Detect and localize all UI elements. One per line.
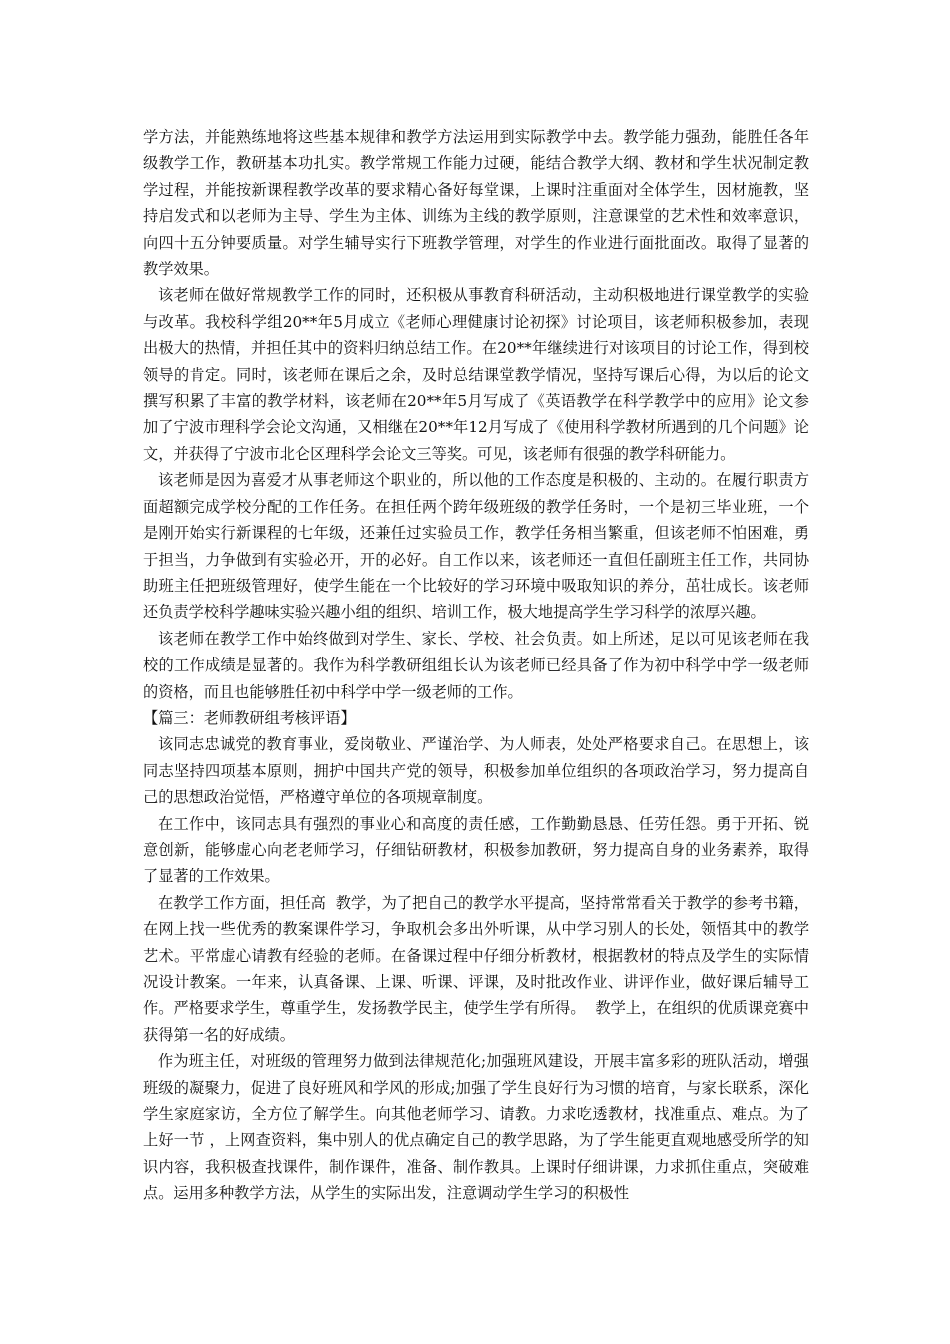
paragraph-work-attitude: 该老师是因为喜爱才从事老师这个职业的，所以他的工作态度是积极的、主动的。在履行职责方面超额完成学校分配的工作任务。在担任两个跨年级班级的教学任务时，一个是初三毕业班，一个是刚开始实行新课程的七年级，还兼任过实验员工作，教学任务相当繁重，但该老师不怕困难，勇于担当，力争做到有实验必开，开的必好。自工作以来，该老师还一直但任副班主任工作，共同协助班主任把班级管理好，使学生能在一个比较好的学习环境中吸取知识的养分，茁壮成长。该老师还负责学校科学趣味实验兴趣小组的组织、培训工作，极大地提高学生学习科学的浓厚兴趣。	[143, 471, 809, 622]
paragraph-conclusion: 该老师在教学工作中始终做到对学生、家长、学校、社会负责。如上所述，足以可见该老师在我校的工作成绩是显著的。我作为科学教研组组长认为该老师已经具备了作为初中科学中学一级老师的资格，而且也能够胜任初中科学中学一级老师的工作。	[143, 629, 809, 701]
document-page	[143, 124, 809, 1207]
paragraph-work-responsibility: 在工作中，该同志具有强烈的事业心和高度的责任感，工作勤勤恳恳、任劳任怨。勇于开拓、锐意创新，能够虚心向老老师学习，仔细钻研教材，积极参加教研，努力提高自身的业务素养，取得了显著的工作效果。	[143, 814, 809, 886]
paragraph-research: 该老师在做好常规教学工作的同时，还积极从事教育科研活动，主动积极地进行课堂教学的实验与改革。我校科学组20**年5月成立《老师心理健康讨论初探》讨论项目，该老师积极参加，表现出极大的热情，并担任其中的资料归纳总结工作。在20**年继续进行对该项目的讨论工作，得到校领导的肯定。同时，该老师在课后之余，及时总结课堂教学情况，坚持写课后心得，为以后的论文撰写积累了丰富的教学材料，该老师在20**年5月写成了《英语教学在科学教学中的应用》论文参加了宁波市理科学会论文沟通，又相继在20**年12月写成了《使用科学教材所遇到的几个问题》论文，并获得了宁波市北仑区理科学会论文三等奖。可见，该老师有很强的教学科研能力。	[143, 286, 809, 463]
section-heading: 【篇三：老师教研组考核评语】	[143, 708, 356, 727]
paragraph-class-teacher: 作为班主任，对班级的管理努力做到法律规范化;加强班风建设，开展丰富多彩的班队活动，增强班级的凝聚力，促进了良好班风和学风的形成;加强了学生良好行为习惯的培育，与家长联系，深化学生家庭家访，全方位了解学生。向其他老师学习、请教。力求吃透教材，找准重点、难点。为了上好一节 ，上网查资料，集中别人的优点确定自己的教学思路，为了学生能更直观地感受所学的知识内容，我积极查找课件，制作课件，准备、制作教具。上课时仔细讲课，力求抓住重点，突破难点。运用多种教学方法，从学生的实际出发，注意调动学生学习的积极性	[143, 1052, 809, 1203]
paragraph-political-quality: 该同志忠诚党的教育事业，爱岗敬业、严谨治学、为人师表，处处严格要求自己。在思想上，该同志坚持四项基本原则，拥护中国共产党的领导，积极参加单位组织的各项政治学习，努力提高自己的思想政治觉悟，严格遵守单位的各项规章制度。	[143, 735, 809, 807]
paragraph-teaching-methods: 学方法，并能熟练地将这些基本规律和教学方法运用到实际教学中去。教学能力强劲，能胜任各年级教学工作，教研基本功扎实。教学常规工作能力过硬，能结合教学大纲、教材和学生状况制定教学过程，并能按新课程教学改革的要求精心备好每堂课，上课时注重面对全体学生，因材施教，坚持启发式和以老师为主导、学生为主体、训练为主线的教学原则，注意课堂的艺术性和效率意识，向四十五分钟要质量。对学生辅导实行下班教学管理，对学生的作业进行面批面改。取得了显著的教学效果。	[143, 128, 809, 279]
paragraph-teaching-work: 在教学工作方面，担任高 教学，为了把自己的教学水平提高，坚持常常看关于教学的参考书籍，在网上找一些优秀的教案课件学习，争取机会多出外听课，从中学习别人的长处，领悟其中的教学艺术。平常虚心请教有经验的老师。在备课过程中仔细分析教材，根据教材的特点及学生的实际情况设计教案。一年来，认真备课、上课、听课、评课，及时批改作业、讲评作业，做好课后辅导工作。严格要求学生，尊重学生，发扬教学民主，使学生学有所得。 教学上，在组织的优质课竞赛中获得第一名的好成绩。	[143, 893, 809, 1044]
